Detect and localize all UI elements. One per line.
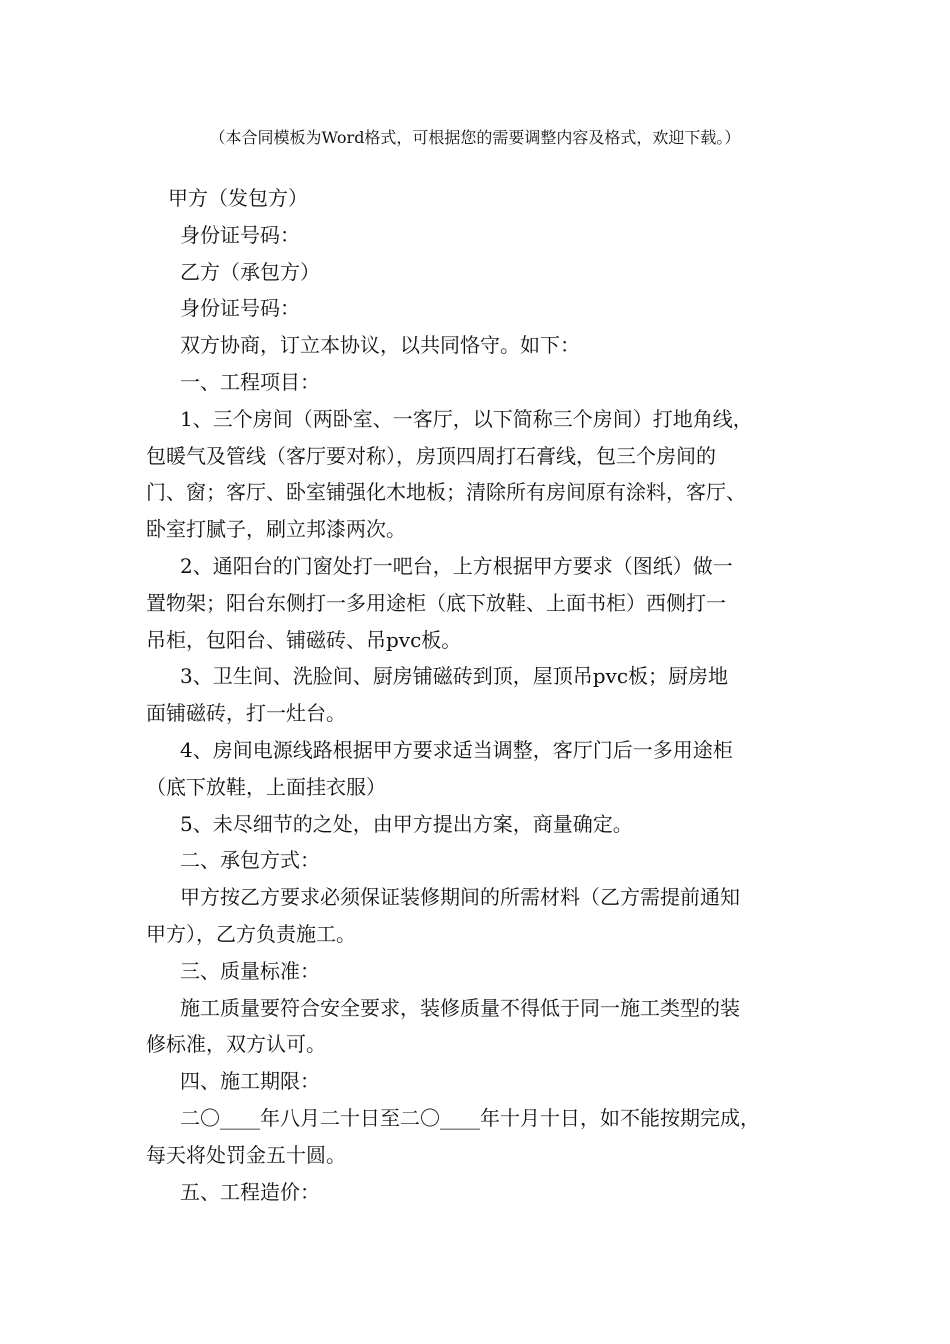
text-line: 面铺磁砖，打一灶台。 <box>146 701 346 726</box>
text-line: 二〇____年八月二十日至二〇____年十月十日，如不能按期完成， <box>180 1105 760 1130</box>
section-heading-project: 一、工程项目： <box>180 369 320 394</box>
project-item-1 <box>146 401 826 548</box>
text-line: 4、房间电源线路根据甲方要求适当调整，客厅门后一多用途柜 <box>180 737 733 762</box>
section-heading-schedule: 四、施工期限： <box>180 1069 320 1094</box>
contract-body <box>146 180 826 1210</box>
party-a-label: 甲方（发包方） <box>168 186 308 210</box>
text-line: 置物架；阳台东侧打一多用途柜（底下放鞋、上面书柜）西侧打一 <box>146 590 726 615</box>
text-line: 甲方），乙方负责施工。 <box>146 921 356 946</box>
text-line: 3、卫生间、洗脸间、厨房铺磁砖到顶，屋顶吊pvc板；厨房地 <box>180 664 729 689</box>
text-line: 施工质量要符合安全要求，装修质量不得低于同一施工类型的装 <box>180 995 740 1020</box>
text-line: 1、三个房间（两卧室、一客厅，以下简称三个房间）打地角线， <box>180 406 753 431</box>
text-line: 吊柜，包阳台、铺磁砖、吊pvc板。 <box>146 627 462 652</box>
schedule-paragraph <box>146 1100 826 1174</box>
text-line: 2、通阳台的门窗处打一吧台，上方根据甲方要求（图纸）做一 <box>180 553 733 578</box>
text-line: 甲方按乙方要求必须保证装修期间的所需材料（乙方需提前通知 <box>180 885 740 910</box>
text-line: （底下放鞋，上面挂衣服） <box>146 774 386 799</box>
text-line: 门、窗；客厅、卧室铺强化木地板；清除所有房间原有涂料，客厅、 <box>146 480 746 505</box>
quality-paragraph <box>146 990 826 1064</box>
text-line: 卧室打腻子，刷立邦漆两次。 <box>146 517 406 542</box>
project-item-5: 5、未尽细节的之处，由甲方提出方案，商量确定。 <box>180 811 633 836</box>
section-heading-cost: 五、工程造价： <box>180 1179 320 1204</box>
party-b-id-label: 身份证号码： <box>180 296 300 321</box>
intro-paragraph: 双方协商，订立本协议，以共同恪守。如下： <box>180 333 580 358</box>
template-note: （本合同模板为Word格式，可根据您的需要调整内容及格式，欢迎下载。） <box>209 128 741 147</box>
section-heading-quality: 三、质量标准： <box>180 958 320 983</box>
text-line: 每天将处罚金五十圆。 <box>146 1142 346 1167</box>
project-item-2 <box>146 548 826 658</box>
section-heading-contract-mode: 二、承包方式： <box>180 848 320 873</box>
project-item-4 <box>146 732 826 806</box>
contract-mode-paragraph <box>146 879 826 953</box>
party-a-id-label: 身份证号码： <box>180 222 300 247</box>
text-line: 修标准，双方认可。 <box>146 1032 326 1057</box>
project-item-3 <box>146 658 826 732</box>
party-b-label: 乙方（承包方） <box>180 259 320 284</box>
text-line: 包暖气及管线（客厅要对称），房顶四周打石膏线，包三个房间的 <box>146 443 716 468</box>
